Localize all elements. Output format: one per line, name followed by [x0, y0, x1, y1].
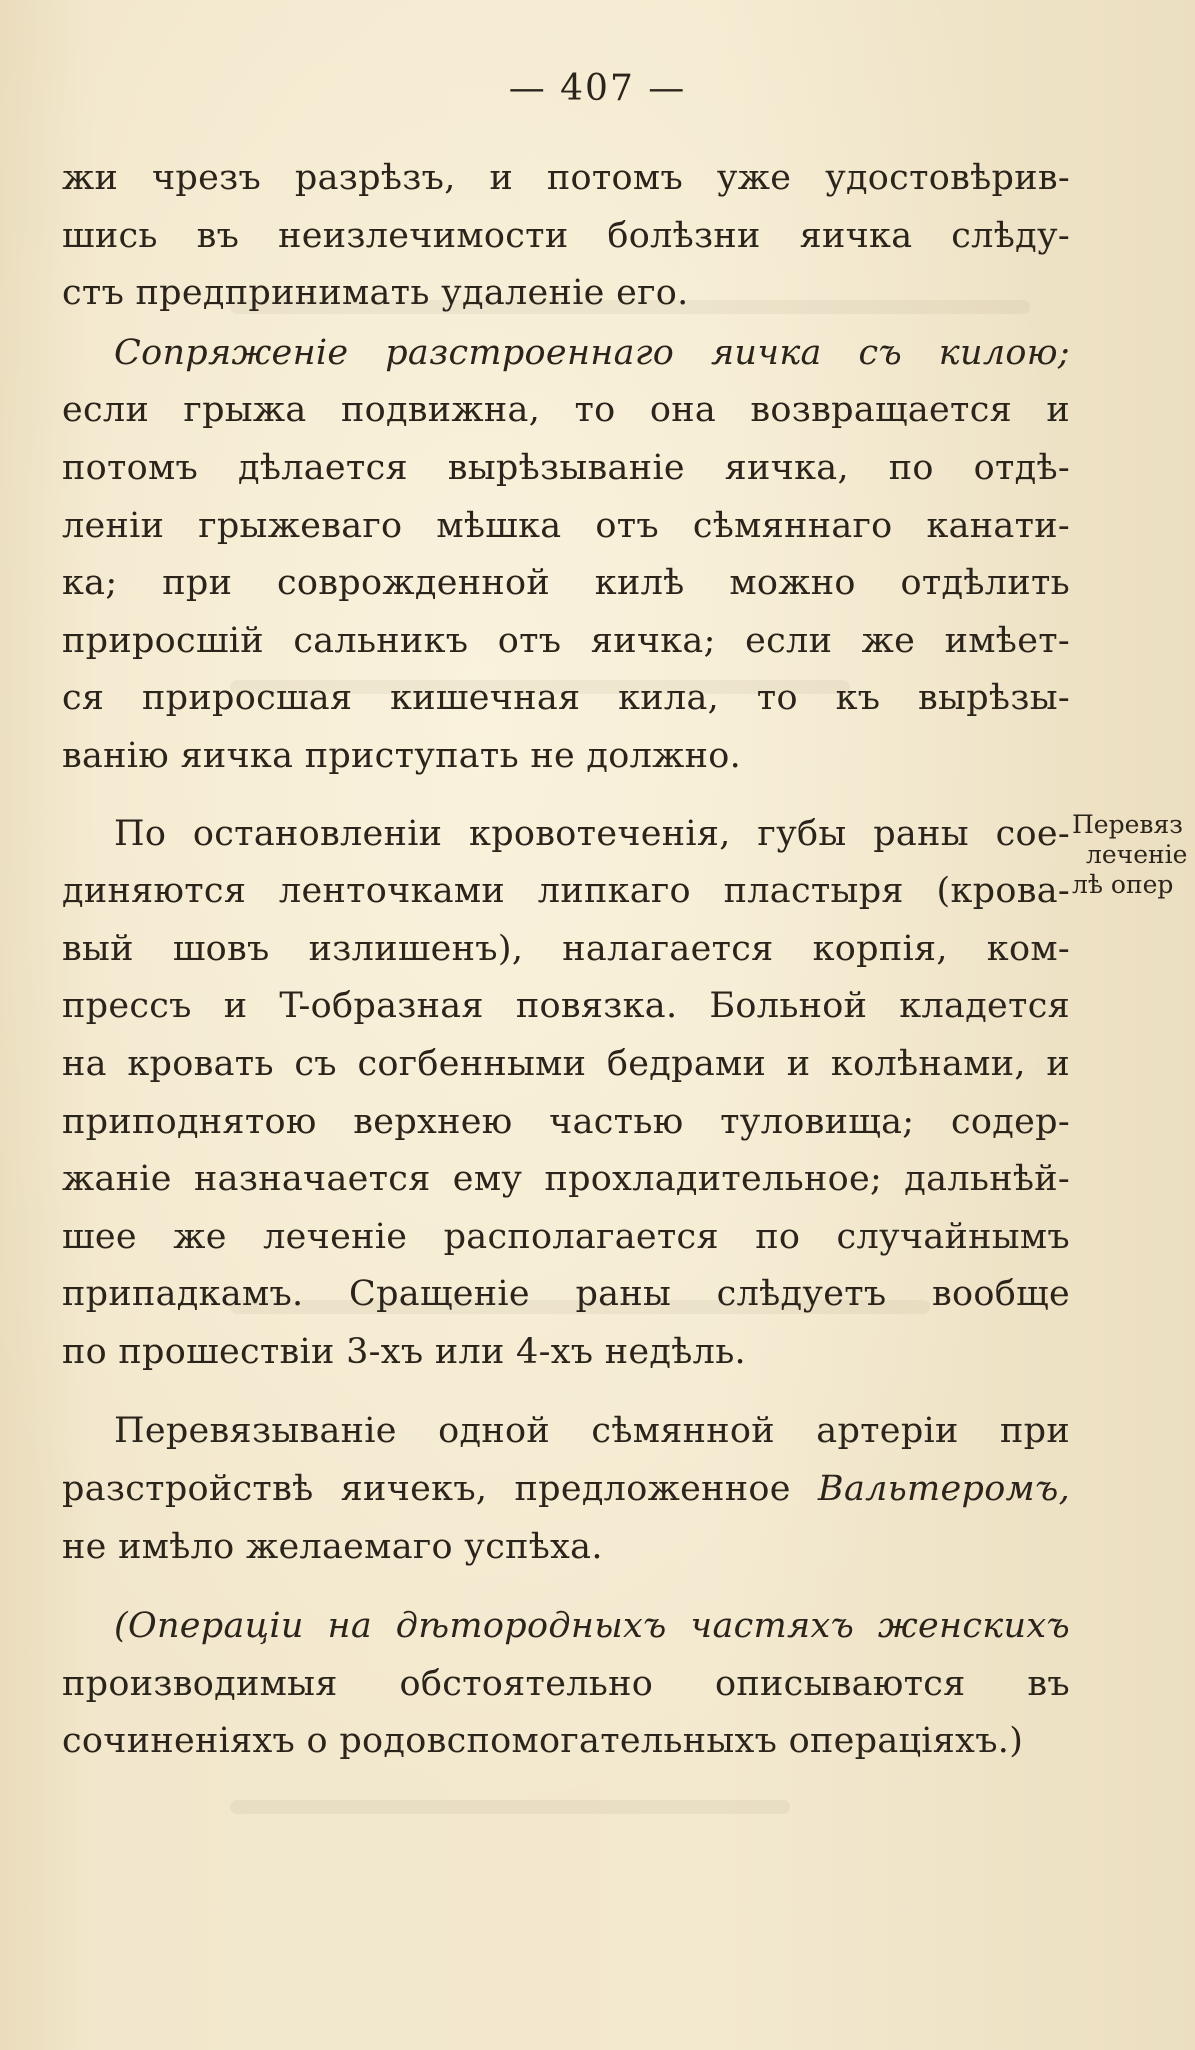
text-line: если грыжа подвижна, то она возвращается и	[62, 390, 1070, 431]
paragraph-gap	[62, 1381, 1070, 1403]
text-line-mixed	[62, 1461, 1070, 1519]
text-line: по прошествіи 3-хъ или 4-хъ недѣль.	[62, 1331, 746, 1372]
text-line: леніи грыжеваго мѣшка отъ сѣмяннаго канати-	[62, 505, 1070, 546]
text-line: на кровать съ согбенными бедрами и колѣнами, и	[62, 1043, 1070, 1084]
paragraph-5	[62, 1598, 1070, 1771]
text-line: не имѣло желаемаго успѣха.	[62, 1526, 603, 1567]
body-text	[62, 150, 1070, 1771]
paragraph-2	[62, 325, 1070, 786]
italic-line: (Операціи на дѣтородныхъ частяхъ женскихъ	[114, 1606, 1070, 1647]
margin-note-line: Перевяз	[1072, 810, 1183, 839]
text-line: шее же леченіе располагается по случайнымъ	[62, 1216, 1070, 1257]
margin-note-line: леченіе	[1086, 840, 1188, 869]
paragraph-gap	[62, 786, 1070, 806]
text-line: жи чрезъ разрѣзъ, и потомъ уже удостовѣрив-	[62, 158, 1070, 198]
text-line: вый шовъ излишенъ), налагается корпія, ком-	[62, 928, 1070, 969]
text-line: прессъ и T-образная повязка. Больной кладется	[62, 986, 1070, 1027]
text-run: разстройствѣ яичекъ, предложенное	[62, 1469, 818, 1510]
paragraph-4	[62, 1403, 1070, 1576]
text-line: ка; при соврожденной килѣ можно отдѣлить	[62, 563, 1070, 604]
text-line: сочиненіяхъ о родовспомогательныхъ операціяхъ.)	[62, 1721, 1024, 1762]
margin-note	[1072, 810, 1195, 900]
text-line: Перевязываніе одной сѣмянной артеріи при	[114, 1411, 1070, 1452]
text-line: приподнятою верхнею частью туловища; содер-	[62, 1101, 1070, 1142]
text-line: По остановленіи кровотеченія, губы раны сое-	[114, 813, 1070, 854]
text-line: ся приросшая кишечная кила, то къ вырѣзы-	[62, 678, 1070, 719]
text-line: шись въ неизлечимости болѣзни яичка слѣду-	[62, 215, 1070, 256]
paragraph-gap	[62, 1576, 1070, 1598]
text-line: производимыя обстоятельно описываются въ	[62, 1663, 1070, 1704]
text-line: потомъ дѣлается вырѣзываніе яичка, по отдѣ-	[62, 447, 1070, 488]
paragraph-3	[62, 806, 1070, 1382]
text-line: припадкамъ. Сращеніе раны слѣдуетъ вообще	[62, 1274, 1070, 1315]
text-line: ванію яичка приступать не должно.	[62, 735, 742, 776]
paragraph-1	[62, 150, 1070, 323]
italic-lead-line: Сопряженіе разстроеннаго яичка съ килою;	[114, 332, 1070, 373]
text-line: приросшій сальникъ отъ яичка; если же имѣет-	[62, 620, 1070, 661]
page-number: — 407 —	[508, 68, 687, 109]
text-line: жаніе назначается ему прохладительное; дальнѣй-	[62, 1159, 1070, 1200]
show-through-mark	[230, 1800, 790, 1814]
author-name: Вальтеромъ,	[817, 1469, 1070, 1510]
margin-note-line: лѣ опер	[1072, 870, 1174, 899]
text-line: стъ предпринимать удаленіе его.	[62, 273, 689, 314]
text-line: диняются ленточками липкаго пластыря (крова-	[62, 871, 1070, 912]
